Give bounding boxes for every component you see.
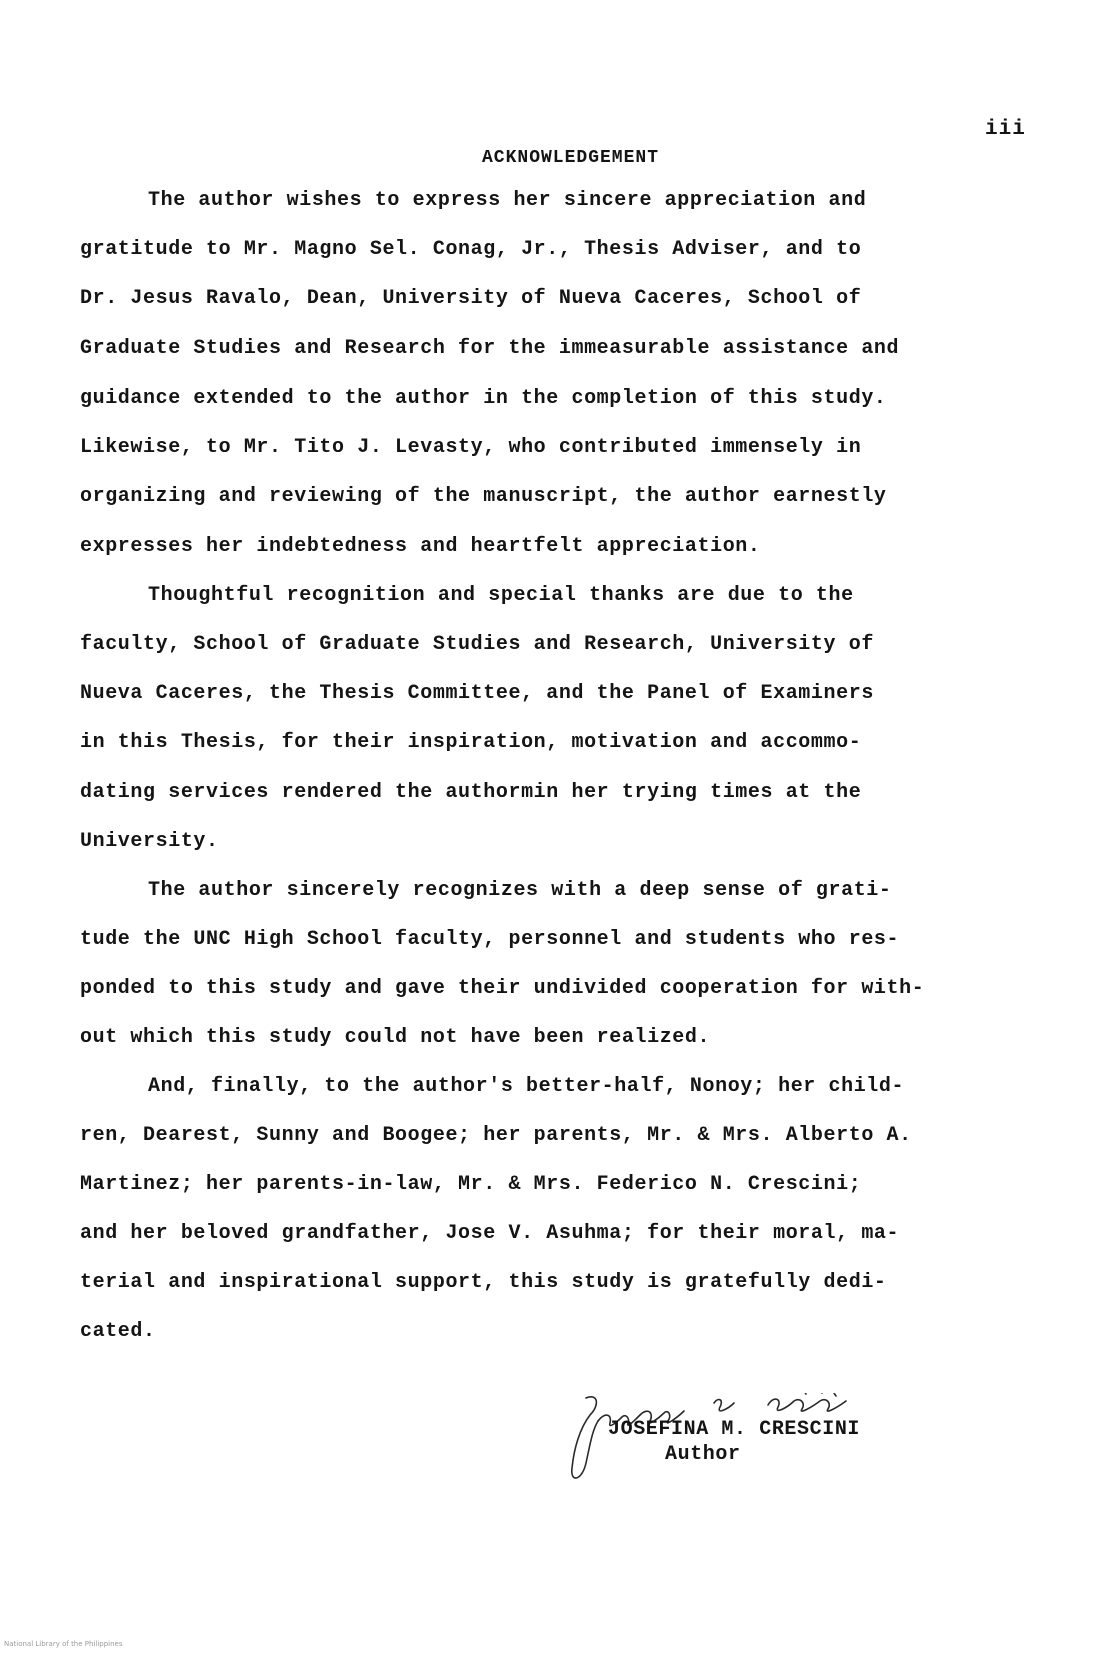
paragraph-1-line-2: gratitude to Mr. Magno Sel. Conag, Jr., Thesis Adviser, and to <box>80 238 862 261</box>
paragraph-1-line-5: guidance extended to the author in the completion of this study. <box>80 387 887 410</box>
archive-footer-stamp: National Library of the Philippines <box>4 1640 123 1648</box>
paragraph-3-line-2: tude the UNC High School faculty, personnel and students who res- <box>80 928 900 951</box>
paragraph-2-line-3: Nueva Caceres, the Thesis Committee, and the Panel of Examiners <box>80 682 874 705</box>
paragraph-1-line-7: organizing and reviewing of the manuscript, the author earnestly <box>80 485 887 508</box>
paragraph-1-line-1: The author wishes to express her sincere appreciation and <box>148 189 867 212</box>
paragraph-1-line-6: Likewise, to Mr. Tito J. Levasty, who contributed immensely in <box>80 436 862 459</box>
paragraph-4-line-4: and her beloved grandfather, Jose V. Asuhma; for their moral, ma- <box>80 1222 900 1245</box>
paragraph-2-line-2: faculty, School of Graduate Studies and Research, University of <box>80 633 874 656</box>
paragraph-3-line-3: ponded to this study and gave their undivided cooperation for with- <box>80 977 925 1000</box>
paragraph-1-line-8: expresses her indebtedness and heartfelt appreciation. <box>80 535 761 558</box>
page-title: ACKNOWLEDGEMENT <box>481 148 660 168</box>
paragraph-4-line-1: And, finally, to the author's better-half, Nonoy; her child- <box>148 1075 905 1098</box>
paragraph-4-line-5: terial and inspirational support, this study is gratefully dedi- <box>80 1271 887 1294</box>
paragraph-3-line-1: The author sincerely recognizes with a deep sense of grati- <box>148 879 892 902</box>
paragraph-4-line-6: cated. <box>80 1320 156 1343</box>
paragraph-4-line-2: ren, Dearest, Sunny and Boogee; her parents, Mr. & Mrs. Alberto A. <box>80 1124 912 1147</box>
paragraph-3-line-4: out which this study could not have been realized. <box>80 1026 711 1049</box>
paragraph-2-line-5: dating services rendered the authormin her trying times at the <box>80 781 862 804</box>
page-number: iii <box>985 118 1026 141</box>
signatory-role: Author <box>665 1443 741 1466</box>
paragraph-4-line-3: Martinez; her parents-in-law, Mr. & Mrs. Federico N. Crescini; <box>80 1173 862 1196</box>
paragraph-1-line-3: Dr. Jesus Ravalo, Dean, University of Nueva Caceres, School of <box>80 287 862 310</box>
paragraph-2-line-4: in this Thesis, for their inspiration, motivation and accommo- <box>80 731 862 754</box>
signatory-name: JOSEFINA M. CRESCINI <box>608 1418 861 1441</box>
paragraph-1-line-4: Graduate Studies and Research for the immeasurable assistance and <box>80 337 900 360</box>
paragraph-2-line-6: University. <box>80 830 219 853</box>
paragraph-2-line-1: Thoughtful recognition and special thanks are due to the <box>148 584 854 607</box>
